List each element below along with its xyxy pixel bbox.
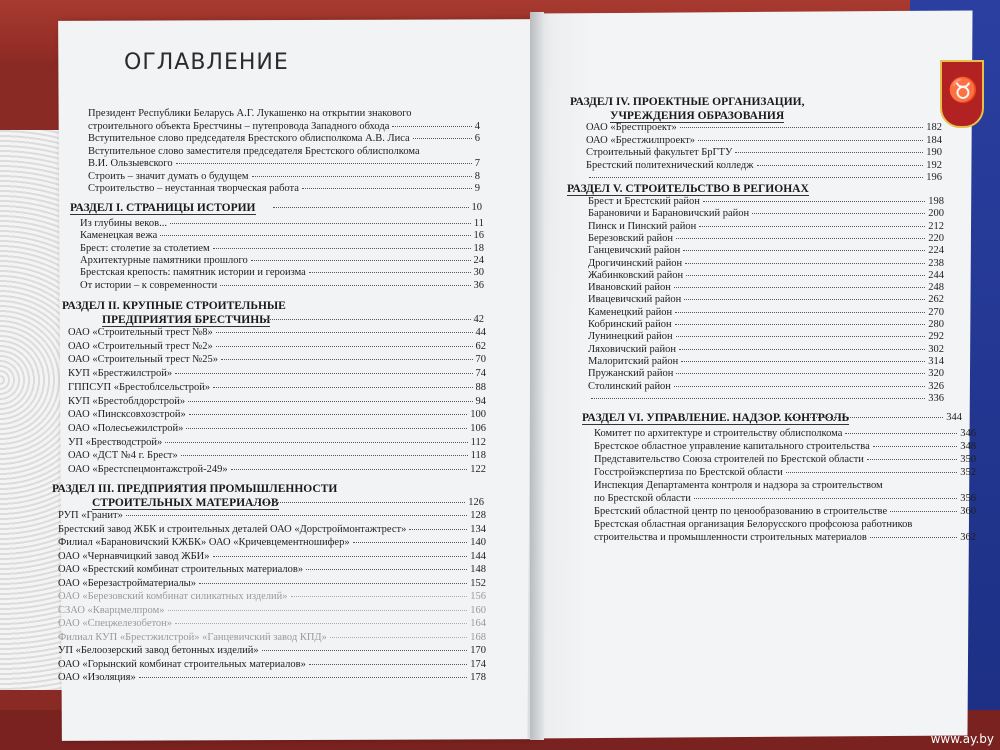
section-5-entry — [588, 282, 944, 293]
entry-title: ОАО «Строительный трест №25» — [68, 354, 219, 366]
entry-page-number: 184 — [926, 134, 942, 146]
entry-title: Брестский областной центр по ценообразованию в строительстве — [594, 506, 888, 517]
entry-page-number: 336 — [928, 392, 944, 404]
entry-title: ОАО «Строительный трест №8» — [68, 327, 213, 338]
entry-title: Брестский завод ЖБК и строительных деталей ОАО «Дорстроймонтажтрест» — [58, 523, 407, 535]
section-3-entry — [58, 659, 486, 670]
section-6-entry — [594, 506, 976, 517]
entry-title: От истории – к современности — [80, 279, 218, 291]
section-4-title-line: УЧРЕЖДЕНИЯ ОБРАЗОВАНИЯ — [610, 110, 785, 122]
entry-title: Вступительное слово председателя Брестского облисполкома А.В. Лиса — [88, 133, 410, 144]
dot-leader — [694, 498, 957, 499]
dot-leader — [676, 336, 926, 337]
entry-page-number: 140 — [470, 537, 486, 548]
section-4-entry — [586, 147, 942, 158]
section-6-title-line: РАЗДЕЛ VI. УПРАВЛЕНИЕ. НАДЗОР. КОНТРОЛЬ — [582, 412, 850, 424]
section-5-entry — [588, 356, 944, 367]
section-3-entry — [58, 618, 486, 629]
section-3-title-line: СТРОИТЕЛЬНЫХ МАТЕРИАЛОВ — [92, 497, 279, 509]
entry-title: ОАО «Брестжилпроект» — [586, 134, 695, 146]
entry-page-number: 344 — [946, 412, 962, 423]
section-6-entry — [594, 467, 976, 478]
entry-page-number: 106 — [470, 422, 486, 434]
section-6-entry — [594, 441, 976, 452]
intro-entry — [88, 146, 480, 157]
section-3-entry — [58, 564, 486, 575]
entry-title: Кобринский район — [588, 319, 672, 330]
entry-page-number: 224 — [928, 245, 944, 257]
entry-title: Строительство – неустанная творческая работа — [88, 183, 299, 194]
entry-page-number: 30 — [473, 267, 484, 279]
section-2-entry — [68, 327, 486, 338]
section-2-entry — [68, 341, 486, 352]
entry-title: ОАО «Березовский комбинат силикатных изделий» — [58, 591, 288, 602]
dot-leader — [674, 386, 925, 387]
section-3-entry — [58, 672, 486, 683]
dot-leader — [353, 542, 468, 543]
entry-page-number: 262 — [928, 294, 944, 306]
entry-title: Брестская областная организация Белорусского профсоюза работников — [594, 519, 913, 530]
section-1-entry — [80, 255, 484, 266]
dot-leader — [870, 537, 957, 538]
entry-title: РУП «Гранит» — [58, 510, 123, 521]
entry-page-number: 122 — [470, 464, 486, 475]
section-6-entry — [594, 480, 976, 491]
section-4-entry — [586, 135, 942, 146]
dot-leader — [686, 275, 925, 276]
dot-leader — [674, 287, 925, 288]
entry-page-number: 8 — [474, 170, 480, 182]
section-1-entry — [80, 280, 484, 291]
dot-leader — [675, 324, 926, 325]
dot-leader — [309, 664, 467, 665]
section-3-entry — [58, 645, 486, 656]
dot-leader — [890, 511, 957, 512]
dot-leader — [186, 428, 467, 429]
entry-page-number: 94 — [475, 395, 486, 407]
entry-title: Брест: столетие за столетием — [80, 242, 210, 254]
entry-page-number: 160 — [470, 604, 486, 616]
dot-leader — [413, 138, 472, 139]
section-3-entry — [58, 510, 486, 521]
section-1-entry — [80, 230, 484, 241]
section-5-entry — [588, 196, 944, 207]
entry-title: ОАО «Брестспецмонтажстрой-249» — [68, 464, 228, 475]
entry-page-number: 356 — [960, 493, 976, 504]
entry-page-number: 112 — [470, 436, 486, 448]
section-3-entry — [58, 524, 486, 535]
entry-title: Строительный факультет БрГТУ — [586, 147, 733, 158]
dot-leader — [685, 263, 925, 264]
section-1-entry — [80, 267, 484, 278]
section-2-entry — [68, 382, 486, 393]
dot-leader — [251, 260, 471, 261]
dot-leader — [126, 515, 467, 516]
dot-leader — [867, 459, 957, 460]
dot-leader — [676, 238, 925, 239]
dot-leader — [220, 285, 470, 286]
entry-page-number: 42 — [473, 314, 484, 325]
intro-entry — [88, 108, 480, 119]
section-2-title-line: ПРЕДПРИЯТИЯ БРЕСТЧИНЫ — [102, 314, 271, 326]
entry-title: ОАО «Изоляция» — [58, 672, 136, 683]
entry-title: Брестская крепость: памятник истории и героизма — [80, 267, 306, 279]
dot-leader — [213, 556, 468, 557]
section-3-entry — [58, 537, 486, 548]
entry-page-number: 238 — [928, 257, 944, 269]
entry-title: Брестский политехнический колледж — [586, 159, 754, 171]
entry-page-number: 190 — [926, 147, 942, 158]
entry-page-number: 350 — [960, 454, 976, 465]
section-5-entry — [588, 344, 944, 355]
dot-leader — [683, 250, 925, 251]
section-1-page — [270, 202, 482, 213]
entry-page-number: 348 — [960, 441, 976, 452]
entry-title: Брестское областное управление капитального строительства — [594, 441, 870, 452]
entry-title: ОАО «Брестпроект» — [586, 122, 677, 133]
dot-leader — [392, 126, 471, 127]
entry-page-number: 192 — [926, 159, 942, 171]
section-2-entry — [68, 437, 486, 448]
dot-leader — [160, 235, 470, 236]
dot-leader — [175, 623, 467, 624]
entry-page-number: 18 — [473, 242, 484, 254]
dot-leader — [199, 583, 467, 584]
entry-title: ОАО «Полесьежилстрой» — [68, 422, 184, 434]
entry-title: ОАО «Брестский комбинат строительных материалов» — [58, 564, 304, 575]
entry-page-number: 7 — [474, 158, 480, 169]
entry-page-number: 11 — [473, 218, 484, 229]
section-6-entry — [594, 428, 976, 439]
section-3-title-line: РАЗДЕЛ III. ПРЕДПРИЯТИЯ ПРОМЫШЛЕННОСТИ — [52, 483, 338, 495]
entry-title: Инспекция Департамента контроля и надзора за строительством — [594, 480, 883, 491]
section-2-title-line: РАЗДЕЛ II. КРУПНЫЕ СТРОИТЕЛЬНЫЕ — [62, 300, 286, 312]
section-5-entry — [588, 258, 944, 269]
section-6-entry — [594, 454, 976, 465]
entry-page-number: 196 — [926, 172, 942, 183]
section-4-entry — [586, 172, 942, 183]
entry-title: Госстройэкспертиза по Брестской области — [594, 467, 783, 478]
entry-title: Столинский район — [588, 380, 671, 392]
dot-leader — [273, 207, 469, 208]
section-5-entry — [588, 331, 944, 342]
dot-leader — [591, 398, 925, 399]
section-3-page — [252, 497, 484, 508]
entry-title: СЗАО «Кварцмелпром» — [58, 604, 165, 616]
entry-page-number: 70 — [475, 354, 486, 366]
entry-title: строительного объекта Брестчины – путепровода Западного обхода — [88, 120, 390, 132]
dot-leader — [757, 165, 924, 166]
entry-page-number: 360 — [960, 506, 976, 517]
entry-title: ОАО «Березастройматериалы» — [58, 577, 196, 589]
entry-title: ОАО «Горынский комбинат строительных материалов» — [58, 658, 306, 670]
entry-page-number: 198 — [928, 196, 944, 207]
dot-leader — [676, 373, 925, 374]
entry-page-number: 9 — [474, 183, 480, 194]
entry-page-number: 280 — [928, 319, 944, 330]
dot-leader — [291, 596, 468, 597]
section-5-entry — [588, 393, 944, 404]
entry-title: Вступительное слово заместителя председателя Брестского облисполкома — [88, 145, 420, 157]
dot-leader — [681, 361, 925, 362]
entry-title: по Брестской области — [594, 493, 691, 504]
book-spine — [530, 12, 544, 740]
entry-page-number: 178 — [470, 672, 486, 683]
entry-title: Пинск и Пинский район — [588, 220, 697, 232]
entry-title: ОАО «Пинсксовхозстрой» — [68, 409, 186, 421]
entry-title: Ивановский район — [588, 282, 671, 294]
entry-title: Дрогичинский район — [588, 257, 683, 269]
section-3-entry — [58, 578, 486, 589]
entry-page-number: 170 — [470, 645, 486, 656]
entry-title: Представительство Союза строителей по Брестской области — [594, 454, 864, 465]
entry-page-number: 302 — [928, 343, 944, 355]
entry-title: Президент Республики Беларусь А.Г. Лукашенко на открытии знакового — [88, 108, 412, 119]
entry-page-number: 144 — [470, 550, 486, 562]
entry-page-number: 24 — [473, 254, 484, 266]
dot-leader — [785, 417, 943, 418]
entry-page-number: 118 — [470, 450, 486, 462]
entry-page-number: 248 — [928, 282, 944, 294]
section-5-entry — [588, 270, 944, 281]
dot-leader — [231, 469, 468, 470]
entry-page-number: 174 — [470, 658, 486, 670]
dot-leader — [735, 152, 923, 153]
dot-leader — [675, 312, 925, 313]
dot-leader — [139, 677, 468, 678]
entry-title: Из глубины веков... — [80, 218, 167, 229]
section-2-entry — [68, 354, 486, 365]
page-title: ОГЛАВЛЕНИЕ — [124, 50, 289, 75]
section-2-entry — [68, 368, 486, 379]
entry-title: Березовский район — [588, 232, 673, 244]
dot-leader — [703, 201, 925, 202]
dot-leader — [684, 299, 925, 300]
entry-title: Ивацевичский район — [588, 294, 682, 306]
section-5-entry — [588, 319, 944, 330]
entry-title: УП «Белоозерский завод бетонных изделий» — [58, 645, 259, 656]
section-3-entry — [58, 605, 486, 616]
entry-page-number: 212 — [928, 220, 944, 232]
dot-leader — [216, 332, 473, 333]
dot-leader — [873, 446, 958, 447]
dot-leader — [309, 272, 471, 273]
entry-page-number: 152 — [470, 577, 486, 589]
entry-title: Филиал КУП «Брестжилстрой» «Ганцевичский завод КПД» — [58, 631, 327, 643]
entry-title: ОАО «ДСТ №4 г. Брест» — [68, 450, 178, 462]
entry-title: Малоритский район — [588, 355, 679, 367]
entry-title: Брест и Брестский район — [588, 196, 700, 207]
entry-page-number: 134 — [470, 523, 486, 535]
entry-page-number: 292 — [928, 331, 944, 343]
intro-entry — [88, 171, 480, 182]
entry-page-number: 128 — [470, 510, 486, 521]
dot-leader — [216, 346, 473, 347]
entry-title: Лунинецкий район — [588, 331, 673, 343]
dot-leader — [262, 650, 468, 651]
dot-leader — [175, 373, 472, 374]
section-6-entry — [594, 493, 976, 504]
dot-leader — [189, 414, 467, 415]
entry-page-number: 100 — [470, 409, 486, 421]
entry-title: Ганцевичский район — [588, 245, 681, 257]
entry-page-number: 352 — [960, 467, 976, 478]
entry-page-number: 74 — [475, 368, 486, 380]
entry-title: Ляховичский район — [588, 343, 676, 355]
entry-title: Филиал «Барановичский КЖБК» ОАО «Кричевцементношифер» — [58, 537, 350, 548]
section-2-entry — [68, 450, 486, 461]
section-1-title-line: РАЗДЕЛ I. СТРАНИЦЫ ИСТОРИИ — [70, 202, 256, 214]
entry-page-number: 10 — [471, 202, 482, 213]
section-5-entry — [588, 245, 944, 256]
dot-leader — [213, 248, 471, 249]
entry-page-number: 200 — [928, 208, 944, 220]
section-6-page — [782, 412, 962, 423]
dot-leader — [168, 610, 468, 611]
entry-title: ОАО «Чернавчицкий завод ЖБИ» — [58, 550, 210, 562]
entry-title: Строить – значит думать о будущем — [88, 170, 249, 182]
section-3-entry — [58, 551, 486, 562]
entry-title: Каменецкая вежа — [80, 230, 158, 242]
dot-leader — [221, 359, 472, 360]
coat-of-arms-icon — [940, 60, 984, 128]
section-5-entry — [588, 233, 944, 244]
dot-leader — [188, 401, 472, 402]
dot-leader — [409, 529, 467, 530]
entry-page-number: 220 — [928, 232, 944, 244]
entry-page-number: 148 — [470, 564, 486, 575]
entry-page-number: 16 — [473, 230, 484, 242]
section-5-entry — [588, 294, 944, 305]
entry-page-number: 126 — [468, 497, 484, 508]
entry-page-number: 244 — [928, 269, 944, 281]
section-2-entry — [68, 423, 486, 434]
dot-leader — [170, 223, 471, 224]
section-5-title-line: РАЗДЕЛ V. СТРОИТЕЛЬСТВО В РЕГИОНАХ — [567, 183, 809, 195]
intro-entry — [88, 121, 480, 132]
entry-title: КУП «Брестоблдорстрой» — [68, 395, 186, 407]
dot-leader — [589, 177, 923, 178]
section-4-title-line: РАЗДЕЛ IV. ПРОЕКТНЫЕ ОРГАНИЗАЦИИ, — [570, 96, 805, 108]
entry-title: Комитет по архитектуре и строительству облисполкома — [594, 428, 843, 439]
dot-leader — [302, 188, 472, 189]
section-2-entry — [68, 464, 486, 475]
entry-title: Пружанский район — [588, 368, 674, 380]
entry-page-number: 362 — [960, 532, 976, 543]
entry-page-number: 182 — [926, 122, 942, 133]
dot-leader — [265, 319, 471, 320]
section-5-entry — [588, 208, 944, 219]
entry-page-number: 346 — [960, 428, 976, 439]
dot-leader — [680, 127, 924, 128]
dot-leader — [698, 140, 923, 141]
entry-page-number: 88 — [475, 381, 486, 393]
section-3-entry — [58, 632, 486, 643]
section-1-entry — [80, 218, 484, 229]
section-5-entry — [588, 368, 944, 379]
entry-title: Каменецкий район — [588, 306, 673, 318]
dot-leader — [252, 176, 472, 177]
entry-page-number: 326 — [928, 380, 944, 392]
intro-entry — [88, 183, 480, 194]
section-2-entry — [68, 396, 486, 407]
entry-page-number: 270 — [928, 306, 944, 318]
entry-page-number: 314 — [928, 355, 944, 367]
entry-page-number: 320 — [928, 368, 944, 380]
dot-leader — [181, 455, 468, 456]
section-6-entry — [594, 532, 976, 543]
dot-leader — [176, 163, 472, 164]
entry-page-number: 164 — [470, 618, 486, 629]
section-5-entry — [588, 381, 944, 392]
section-3-entry — [58, 591, 486, 602]
section-5-entry — [588, 221, 944, 232]
watermark: www.ay.by — [930, 732, 994, 746]
entry-page-number: 36 — [473, 279, 484, 291]
section-1-entry — [80, 243, 484, 254]
dot-leader — [213, 387, 472, 388]
section-5-entry — [588, 307, 944, 318]
entry-page-number: 6 — [474, 133, 480, 144]
intro-entry — [88, 158, 480, 169]
dot-leader — [306, 569, 467, 570]
entry-page-number: 4 — [474, 120, 480, 132]
intro-entry — [88, 133, 480, 144]
section-2-page — [262, 314, 484, 325]
section-6-entry — [594, 519, 976, 530]
entry-page-number: 168 — [470, 631, 486, 643]
dot-leader — [845, 433, 957, 434]
entry-page-number: 44 — [475, 327, 486, 338]
entry-page-number: 62 — [475, 340, 486, 352]
entry-title: ОАО «Строительный трест №2» — [68, 340, 213, 352]
entry-page-number: 156 — [470, 591, 486, 602]
dot-leader — [255, 502, 465, 503]
entry-title: ГППСУП «Брестоблсельстрой» — [68, 381, 211, 393]
entry-title: Архитектурные памятники прошлого — [80, 254, 248, 266]
entry-title: Жабинковский район — [588, 269, 684, 281]
entry-title: Барановичи и Барановичский район — [588, 208, 750, 220]
section-4-entry — [586, 122, 942, 133]
entry-title: В.И. Ользыевского — [88, 158, 173, 169]
entry-title: строительства и промышленности строительных материалов — [594, 532, 867, 543]
entry-title: КУП «Брестжилстрой» — [68, 368, 173, 380]
dot-leader — [699, 226, 925, 227]
dot-leader — [165, 442, 467, 443]
section-2-entry — [68, 409, 486, 420]
bison-icon: ♉ — [948, 78, 978, 104]
dot-leader — [330, 637, 467, 638]
dot-leader — [679, 349, 925, 350]
entry-title: УП «Брестводстрой» — [68, 436, 163, 448]
entry-title: ОАО «Спецжелезобетон» — [58, 618, 173, 629]
section-4-entry — [586, 160, 942, 171]
dot-leader — [752, 213, 925, 214]
dot-leader — [786, 472, 958, 473]
